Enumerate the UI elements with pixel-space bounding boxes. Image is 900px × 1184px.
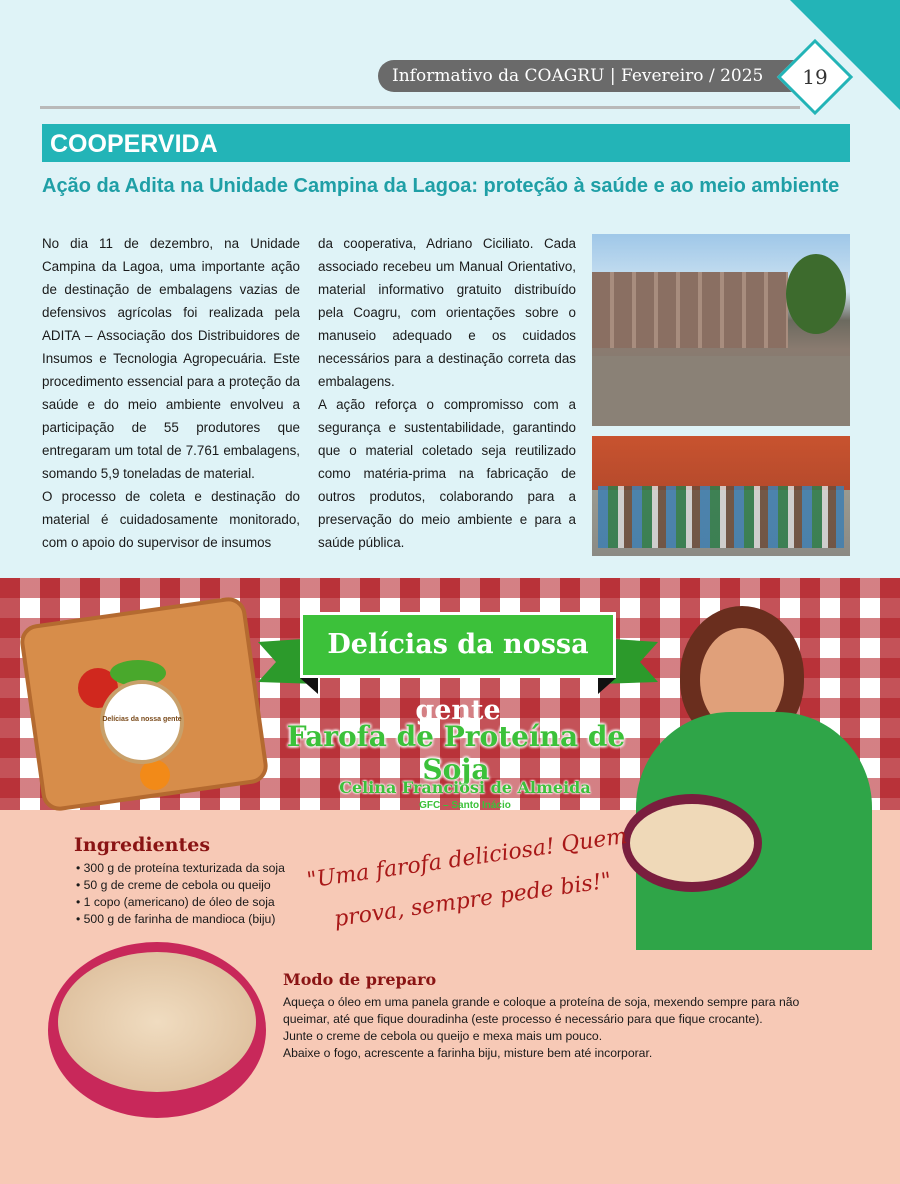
ingredient-item: • 300 g de proteína texturizada da soja	[76, 860, 285, 877]
farofa-in-bowl	[630, 804, 754, 882]
preparation-heading: Modo de preparo	[283, 970, 437, 989]
orange-illustration	[140, 760, 170, 790]
paragraph: A ação reforça o compromisso com a segurança e sustentabilidade, garantindo que o material coletado seja reutilizado como matéria-prima na fabricação de outros produtos, colaborando para a preservação do meio ambiente e para a saúde pública.	[318, 397, 576, 550]
truck-trailer	[592, 272, 788, 348]
ingredient-item: • 50 g de creme de cebola ou queijo	[76, 877, 285, 894]
group-photo	[592, 436, 850, 556]
group-of-producers	[598, 486, 844, 548]
publication-header: Informativo da COAGRU | Fevereiro / 2025	[378, 60, 798, 92]
paragraph: O processo de coleta e destinação do material é cuidadosamente monitorado, com o apoio do supervisor de insumos	[42, 489, 300, 550]
author-location: GFC – Santo Inácio	[419, 800, 511, 811]
ingredients-heading: Ingredientes	[74, 834, 211, 856]
article-column-1	[42, 232, 300, 554]
page-number: 19	[802, 65, 828, 89]
recipe-logo-text: Delícias da nossa gente	[102, 716, 182, 723]
article-column-2	[318, 232, 576, 554]
paragraph: No dia 11 de dezembro, na Unidade Campina da Lagoa, uma importante ação de destinação de embalagens vazias de defensivos agrícolas foi realizada pela ADITA – Associação dos Distribuidores de Insumos e Tecnologia Agropecuária. Este procedimento essencial para a proteção da saúde e do meio ambiente envolveu a participação de 55 produtores que entregaram um total de 7.761 embalagens, somando 5,9 toneladas de material.	[42, 236, 300, 481]
tree	[786, 254, 846, 334]
ingredient-item: • 500 g de farinha de mandioca (biju)	[76, 911, 285, 928]
article-headline: Ação da Adita na Unidade Campina da Lagoa: proteção à saúde e ao meio ambiente	[42, 175, 840, 197]
truck-photo	[592, 234, 850, 426]
ingredient-item: • 1 copo (americano) de óleo de soja	[76, 894, 285, 911]
section-title: COOPERVIDA	[42, 124, 850, 162]
preparation-step: Junte o creme de cebola ou queijo e mexa mais um pouco.	[283, 1029, 603, 1043]
preparation-step: Abaixe o fogo, acrescente a farinha biju, misture bem até incorporar.	[283, 1046, 653, 1060]
farofa-bowl-contents	[58, 952, 256, 1092]
recipe-title: Farofa de Proteína de Soja	[286, 720, 626, 786]
banner-title: Delícias da nossa gente	[327, 629, 589, 726]
author-quote: "Uma farofa deliciosa! Quem prova, sempre pede bis!"	[305, 823, 629, 933]
recipe-author: Celina Franciosi de Almeida	[339, 778, 591, 797]
ingredients-list	[76, 860, 285, 928]
header-divider	[40, 106, 800, 109]
paragraph: da cooperativa, Adriano Ciciliato. Cada associado recebeu um Manual Orientativo, material informativo gratuito distribuído pela Coagru, com orientações sobre o manuseio adequado e os cuidados necessários para a destinação correta das embalagens.	[318, 236, 576, 389]
preparation-step: Aqueça o óleo em uma panela grande e coloque a proteína de soja, mexendo sempre para não queimar, até que fique douradinha (este processo é necessário para que fique crocante).	[283, 995, 800, 1026]
preparation-steps	[283, 994, 843, 1062]
photo-ground	[592, 356, 850, 426]
